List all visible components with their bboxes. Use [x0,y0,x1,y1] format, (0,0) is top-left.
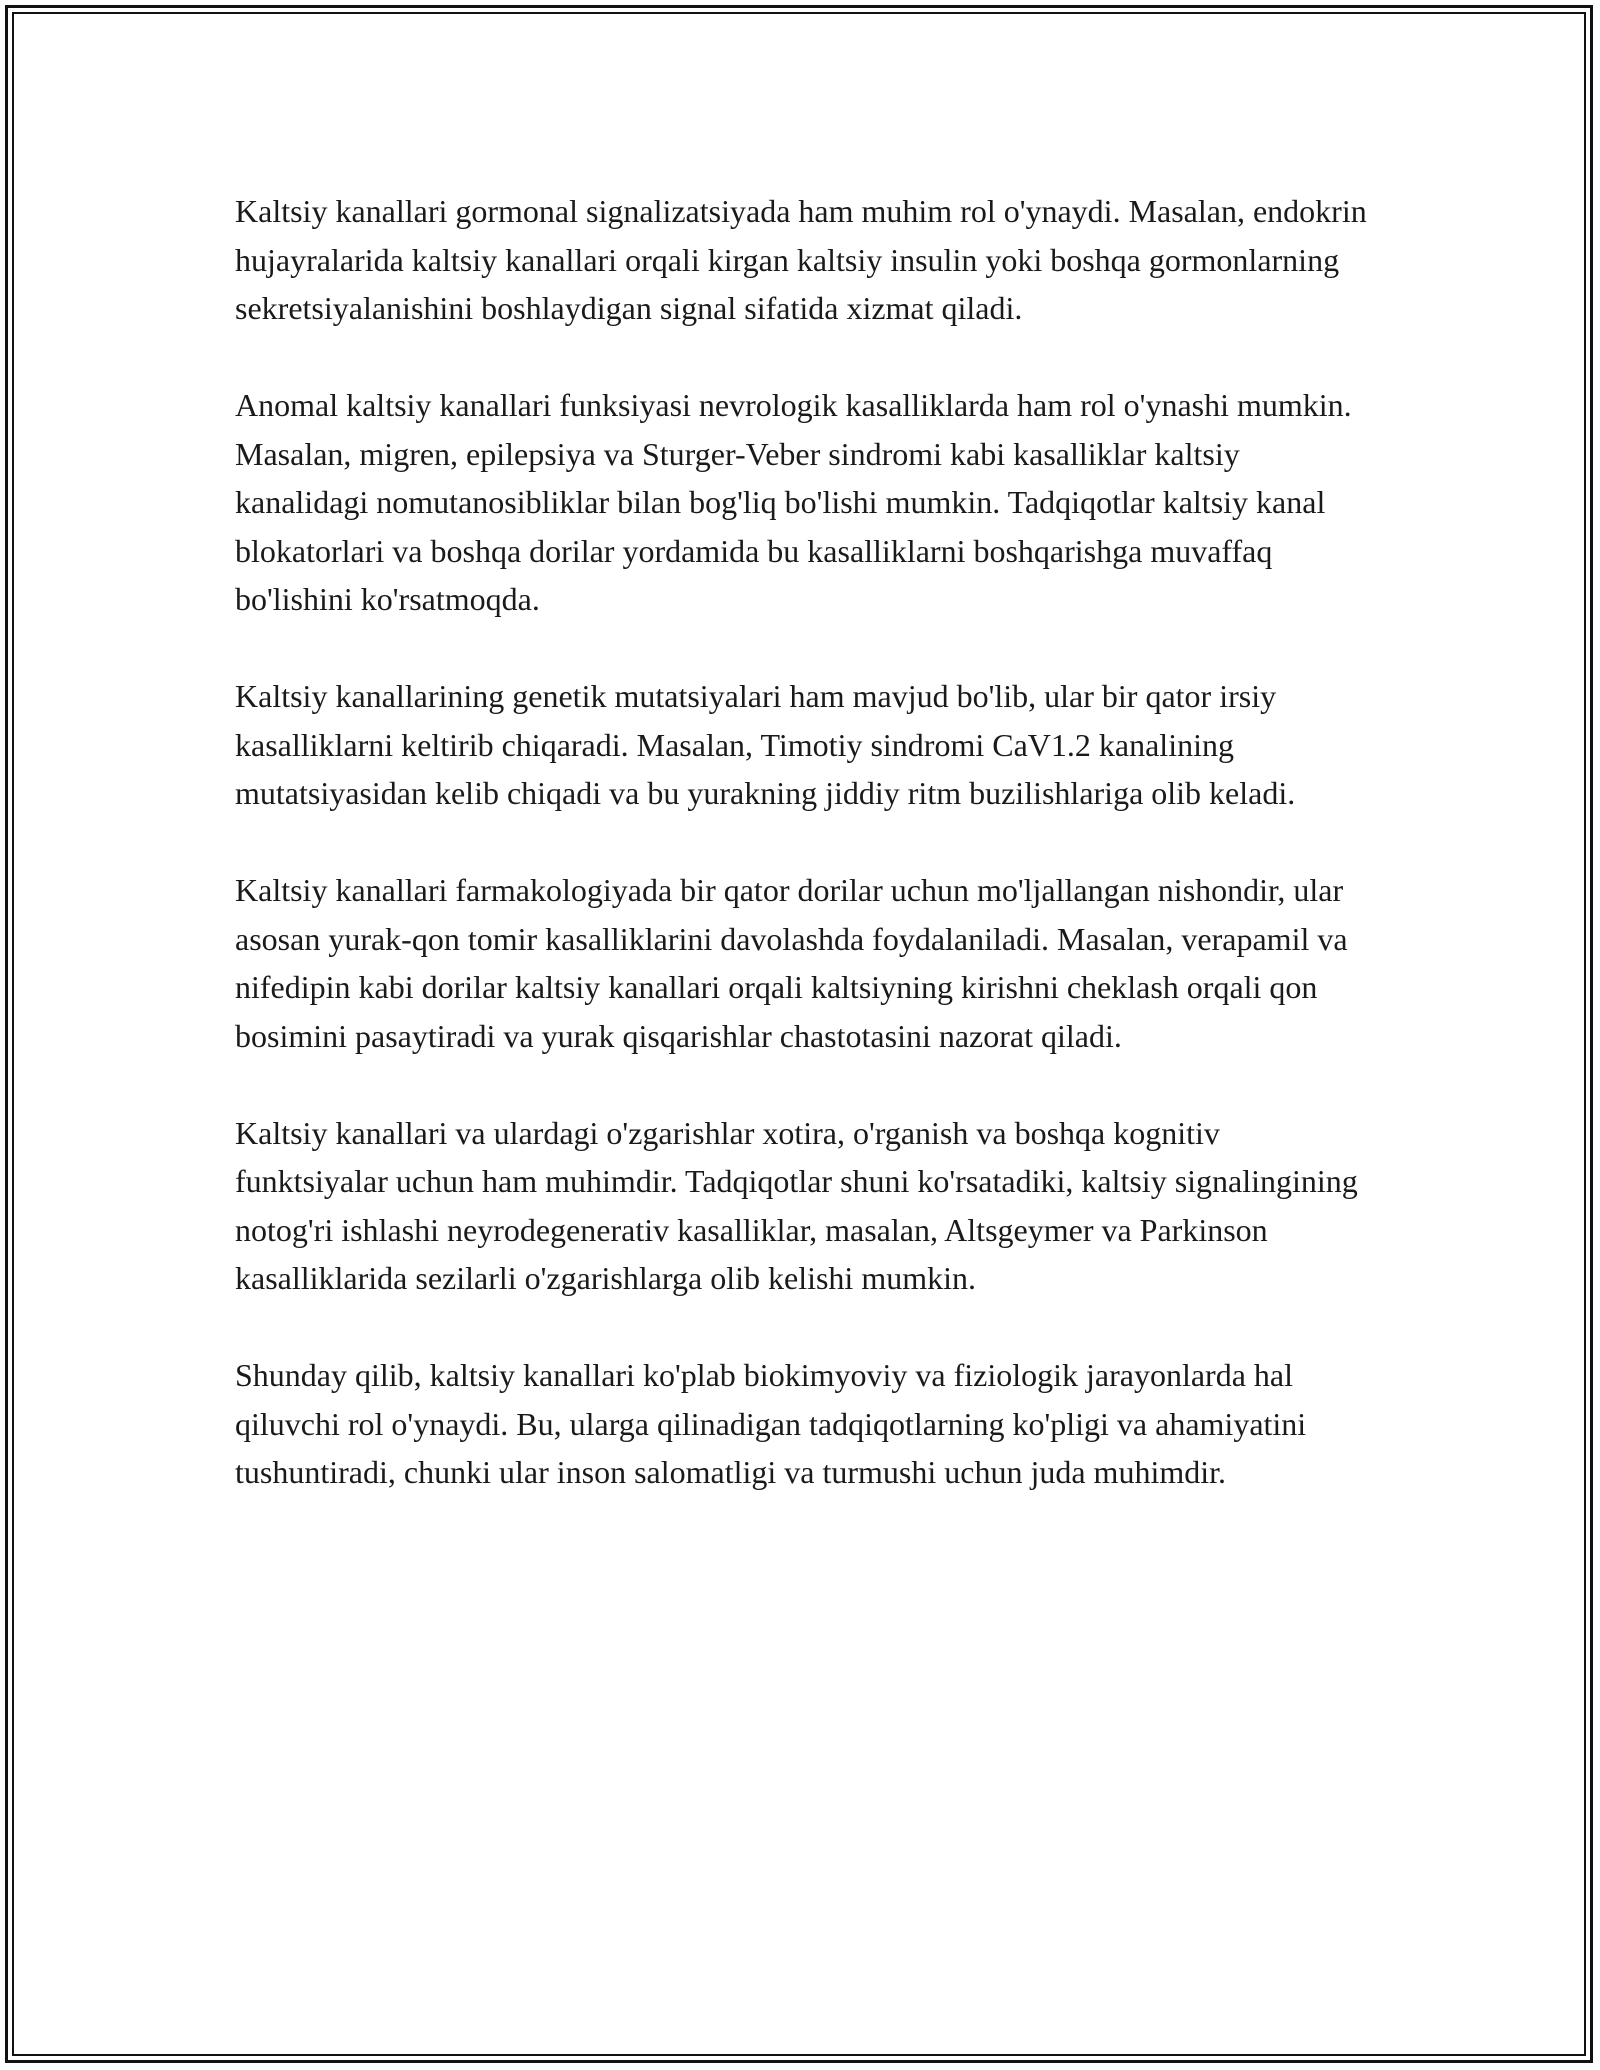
paragraph-neurological-diseases: Anomal kaltsiy kanallari funksiyasi nevrologik kasalliklarda ham rol o'ynashi mumkin. Masalan, migren, epilepsiya va Sturger-Veber sindromi kabi kasalliklar kaltsiy kanalidagi nomutanosibliklar bilan bog'liq bo'lishi mumkin. Tadqiqotlar kaltsiy kanal blokatorlari va boshqa dorilar yordamida bu kasalliklarni boshqarishga muvaffaq bo'lishini ko'rsatmoqda. [235,387,1352,617]
paragraph-hormonal-signaling: Kaltsiy kanallari gormonal signalizatsiyada ham muhim rol o'ynaydi. Masalan, endokrin hujayralarida kaltsiy kanallari orqali kirgan kaltsiy insulin yoki boshqa gormonlarning sekretsiyalanishini boshlaydigan signal sifatida xizmat qiladi. [235,193,1367,326]
paragraph-genetic-mutations: Kaltsiy kanallarining genetik mutatsiyalari ham mavjud bo'lib, ular bir qator irsiy kasalliklarni keltirib chiqaradi. Masalan, Timotiy sindromi CaV1.2 kanalining mutatsiyasidan kelib chiqadi va bu yurakning jiddiy ritm buzilishlariga olib keladi. [235,678,1296,811]
paragraph-conclusion: Shunday qilib, kaltsiy kanallari ko'plab biokimyoviy va fiziologik jarayonlarda hal qiluvchi rol o'ynaydi. Bu, ularga qilinadigan tadqiqotlarning ko'pligi va ahamiyatini tushuntiradi, chunki ular inson salomatligi va turmushi uchun juda muhimdir. [235,1357,1307,1490]
paragraph-cognitive-functions: Kaltsiy kanallari va ulardagi o'zgarishlar xotira, o'rganish va boshqa kognitiv funktsiyalar uchun ham muhimdir. Tadqiqotlar shuni ko'rsatadiki, kaltsiy signalingining notog'ri ishlashi neyrodegenerativ kasalliklar, masalan, Altsgeymer va Parkinson kasalliklarida sezilarli o'zgarishlarga olib kelishi mumkin. [235,1114,1358,1296]
paragraph-pharmacology: Kaltsiy kanallari farmakologiyada bir qator dorilar uchun mo'ljallangan nishondir, ular asosan yurak-qon tomir kasalliklarini davolashda foydalaniladi. Masalan, verapamil va nifedipin kabi dorilar kaltsiy kanallari orqali kaltsiyning kirishni cheklash orqali qon bosimini pasaytiradi va yurak qisqarishlar chastotasini nazorat qiladi. [235,872,1348,1054]
document-body [235,187,1375,1545]
